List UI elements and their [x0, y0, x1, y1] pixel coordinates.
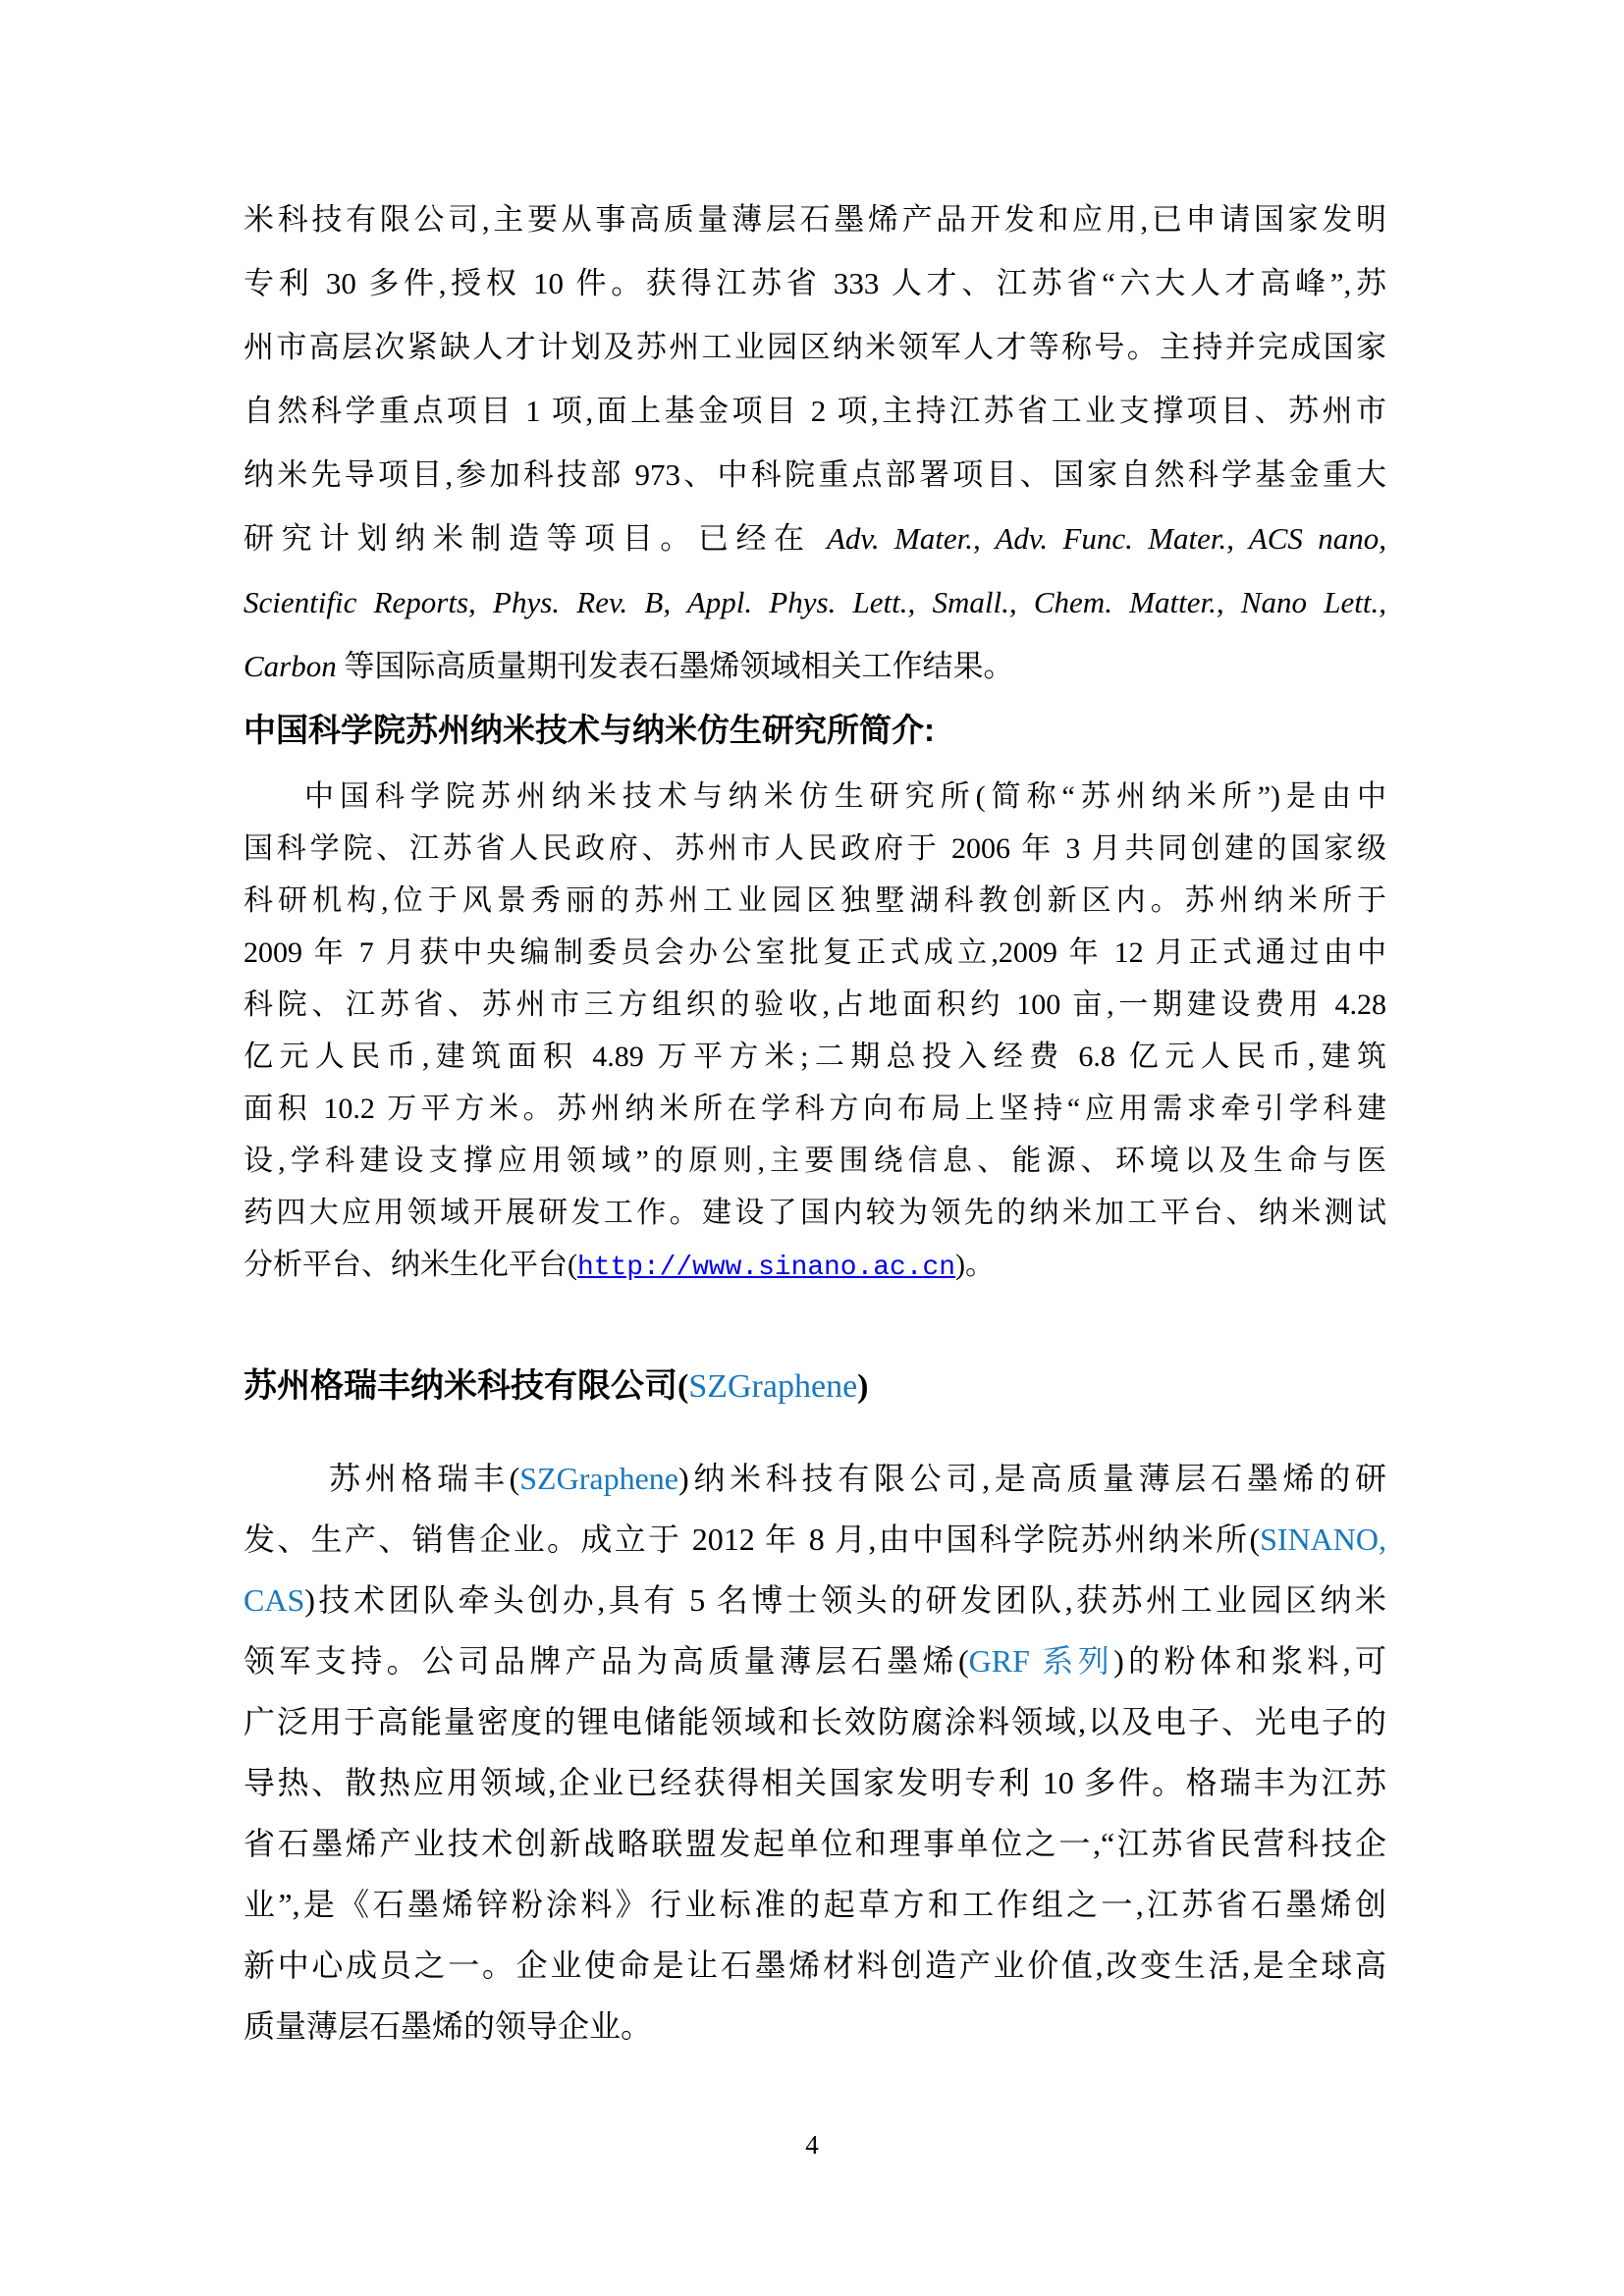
- text-line: [244, 1752, 1386, 1813]
- text-run: 亿元人民币,建筑面积 4.89 万平方米;二期总投入经费 6.8 亿元人民币,建筑: [244, 1041, 1386, 1073]
- body-paragraph-continuation: [244, 187, 1386, 698]
- text-run: 分析平台、纳米生化平台(: [244, 1249, 577, 1281]
- text-run: 设,学科建设支撑应用领域”的原则,主要围绕信息、能源、环境以及生命与医: [244, 1145, 1386, 1177]
- text-run: 中国科学院苏州纳米技术与纳米仿生研究所简介:: [244, 712, 935, 748]
- text-line: [244, 1630, 1386, 1691]
- text-line: [244, 379, 1386, 443]
- text-line: [244, 1874, 1386, 1935]
- document-content: [244, 187, 1386, 2056]
- text-run: 广泛用于高能量密度的锂电储能领域和长效防腐涂料领域,以及电子、光电子的: [244, 1704, 1386, 1739]
- text-line: [244, 979, 1386, 1031]
- text-line: [244, 443, 1386, 507]
- text-line: [244, 1239, 1386, 1294]
- text-run: 米科技有限公司,主要从事高质量薄层石墨烯产品开发和应用,已申请国家发明: [244, 202, 1386, 237]
- text-line: [244, 187, 1386, 251]
- text-line: [244, 1996, 1386, 2056]
- text-run: )的粉体和浆料,可: [1113, 1643, 1386, 1679]
- text-line: [244, 1935, 1386, 1996]
- text-run: 新中心成员之一。企业使命是让石墨烯材料创造产业价值,改变生活,是全球高: [244, 1948, 1386, 1983]
- text-run: 中国科学院苏州纳米技术与纳米仿生研究所(简称“苏州纳米所”)是由中: [304, 780, 1386, 813]
- body-paragraph-szgraphene: [244, 1448, 1386, 2056]
- text-line: [244, 1135, 1386, 1187]
- text-line: [244, 1448, 1386, 1509]
- text-line: [244, 1509, 1386, 1570]
- journal-names-italic: Adv. Mater., Adv. Func. Mater., ACS nano,: [826, 521, 1386, 556]
- text-run: 等国际高质量期刊发表石墨烯领域相关工作结果。: [336, 649, 1014, 683]
- text-line: [244, 1031, 1386, 1083]
- text-run: 国科学院、江苏省人民政府、苏州市人民政府于 2006 年 3 月共同创建的国家级: [244, 832, 1386, 865]
- text-line: [244, 1813, 1386, 1874]
- text-run: 研究计划纳米制造等项目。已经在: [244, 521, 827, 556]
- section-heading-szgraphene: [244, 1355, 1386, 1418]
- text-run: )。: [954, 1249, 995, 1281]
- page-number: 4: [805, 2130, 819, 2160]
- journal-names-italic: Carbon: [244, 649, 337, 683]
- text-run: 自然科学重点项目 1 项,面上基金项目 2 项,主持江苏省工业支撑项目、苏州市: [244, 394, 1386, 428]
- text-run: 2009 年 7 月获中央编制委员会办公室批复正式成立,2009 年 12 月正式通过由中: [244, 936, 1386, 969]
- sinano-url-link[interactable]: http://www.sinano.ac.cn: [577, 1253, 955, 1283]
- text-run: 专利 30 多件,授权 10 件。获得江苏省 333 人才、江苏省“六大人才高峰”,苏: [244, 266, 1386, 300]
- text-run: 苏州格瑞丰纳米科技有限公司(: [244, 1368, 689, 1405]
- highlighted-term: SZGraphene: [519, 1461, 678, 1496]
- text-line: [244, 1570, 1386, 1630]
- text-line: [244, 1187, 1386, 1239]
- text-line: [244, 1691, 1386, 1752]
- highlighted-term: CAS: [244, 1582, 305, 1618]
- text-run: 质量薄层石墨烯的领导企业。: [244, 2008, 653, 2044]
- text-line: [244, 634, 1386, 698]
- text-run: 领军支持。公司品牌产品为高质量薄层石墨烯(: [244, 1643, 969, 1679]
- text-run: 业”,是《石墨烯锌粉涂料》行业标准的起草方和工作组之一,江苏省石墨烯创: [244, 1887, 1386, 1922]
- text-line: [244, 823, 1386, 875]
- text-run: 科研机构,位于风景秀丽的苏州工业园区独墅湖科教创新区内。苏州纳米所于: [244, 884, 1386, 917]
- text-line: [244, 507, 1386, 570]
- text-run: 药四大应用领域开展研发工作。建设了国内较为领先的纳米加工平台、纳米测试: [244, 1197, 1386, 1229]
- body-paragraph-sinano-intro: [244, 771, 1386, 1294]
- text-run: 科院、江苏省、苏州市三方组织的验收,占地面积约 100 亩,一期建设费用 4.28: [244, 988, 1386, 1021]
- text-run: 面积 10.2 万平方米。苏州纳米所在学科方向布局上坚持“应用需求牵引学科建: [244, 1093, 1386, 1125]
- text-run: 苏州格瑞丰(: [329, 1461, 520, 1496]
- text-run: )纳米科技有限公司,是高质量薄层石墨烯的研: [677, 1461, 1386, 1496]
- text-run: 纳米先导项目,参加科技部 973、中科院重点部署项目、国家自然科学基金重大: [244, 457, 1386, 492]
- highlighted-term: SZGraphene: [688, 1368, 858, 1405]
- text-run: ): [857, 1368, 869, 1405]
- text-line: [244, 927, 1386, 979]
- text-run: 发、生产、销售企业。成立于 2012 年 8 月,由中国科学院苏州纳米所(: [244, 1522, 1261, 1557]
- text-line: [244, 1083, 1386, 1135]
- text-line: [244, 698, 1386, 762]
- text-run: 省石墨烯产业技术创新战略联盟发起单位和理事单位之一,“江苏省民营科技企: [244, 1826, 1386, 1861]
- text-run: )技术团队牵头创办,具有 5 名博士领头的研发团队,获苏州工业园区纳米: [304, 1582, 1386, 1618]
- text-run: 导热、散热应用领域,企业已经获得相关国家发明专利 10 多件。格瑞丰为江苏: [244, 1765, 1386, 1800]
- highlighted-term: SINANO,: [1260, 1522, 1386, 1557]
- text-line: [244, 1355, 1386, 1418]
- text-line: [244, 570, 1386, 634]
- text-line: [244, 315, 1386, 379]
- text-run: 州市高层次紧缺人才计划及苏州工业园区纳米领军人才等称号。主持并完成国家: [244, 330, 1386, 364]
- section-heading-sinano-intro: [244, 698, 1386, 762]
- text-line: [244, 771, 1386, 823]
- text-line: [244, 875, 1386, 927]
- highlighted-term: GRF 系列: [968, 1643, 1114, 1679]
- text-line: [244, 251, 1386, 315]
- journal-names-italic: Scientific Reports, Phys. Rev. B, Appl. Phys. Lett., Small., Chem. Matter., Nano Lett.,: [244, 585, 1386, 619]
